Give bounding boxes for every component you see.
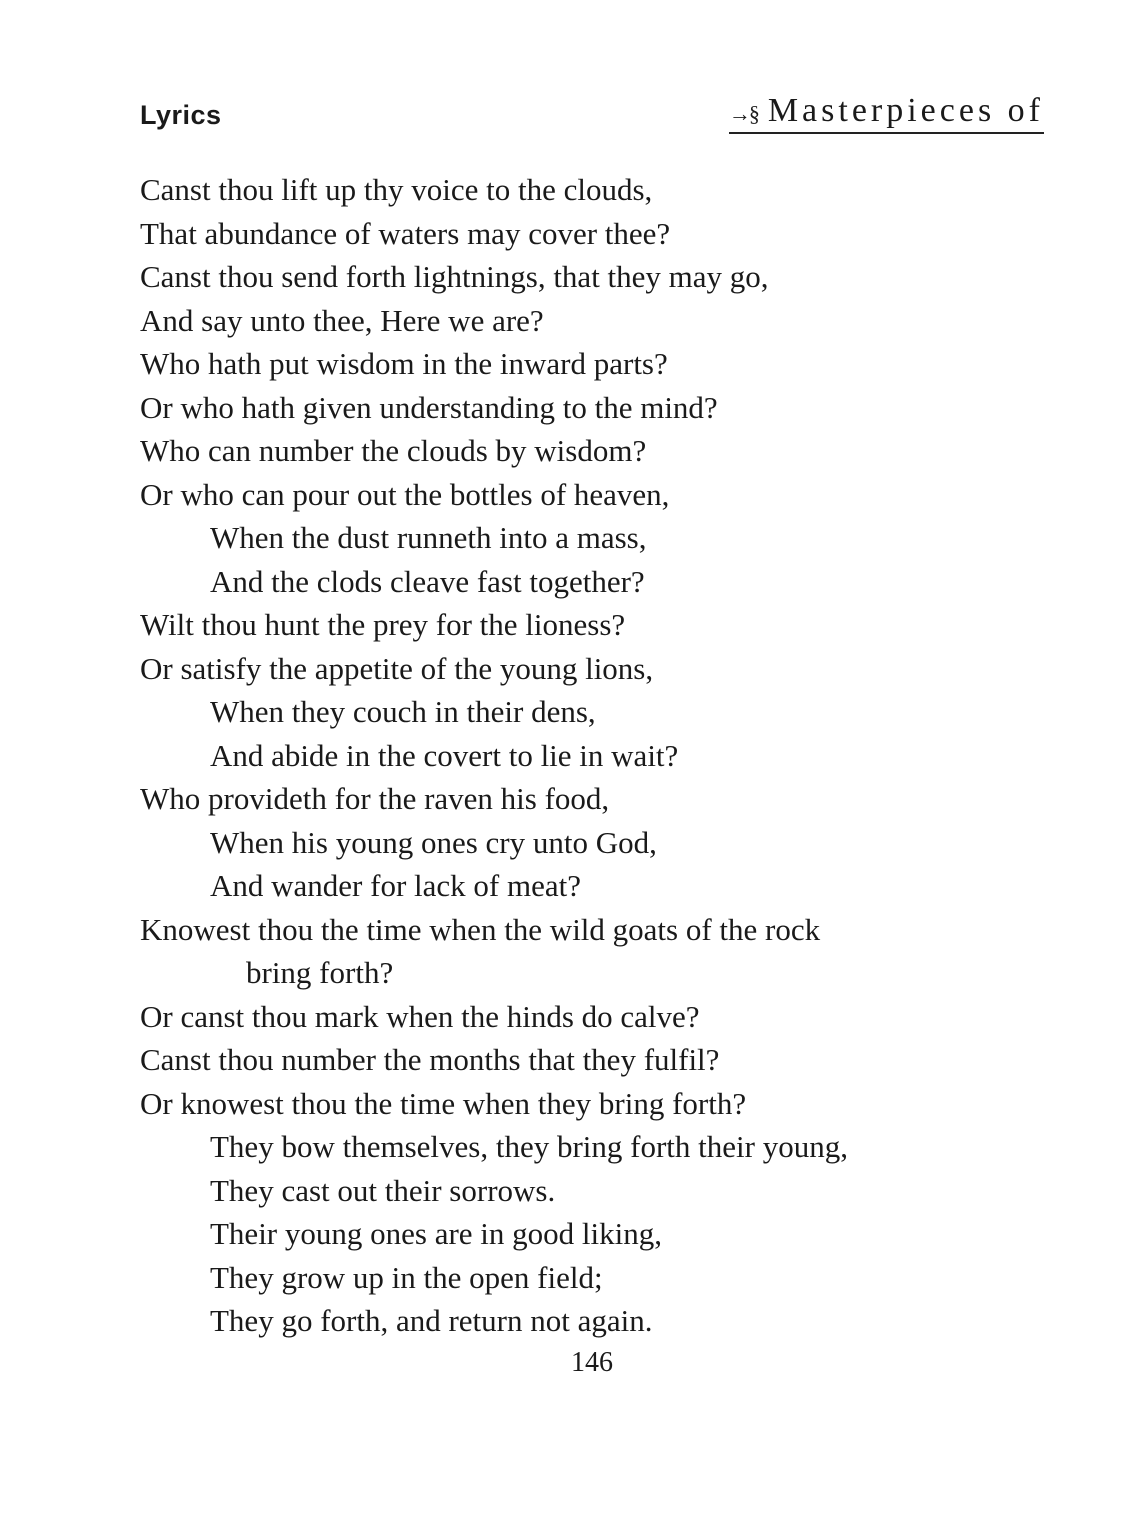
poem-line: That abundance of waters may cover thee?: [140, 215, 671, 251]
poem-line: And the clods cleave fast together?: [210, 563, 645, 599]
poem-line: When his young ones cry unto God,: [210, 824, 657, 860]
book-title-block: [729, 92, 1044, 134]
poem-line: They go forth, and return not again.: [210, 1303, 653, 1338]
book-title: Masterpieces of: [767, 92, 1044, 129]
poem-line: Or canst thou mark when the hinds do calve?: [140, 998, 700, 1034]
poem-line: Their young ones are in good liking,: [210, 1216, 662, 1251]
poem-line: bring forth?: [246, 955, 394, 990]
poem-line: Canst thou number the months that they fulfil?: [140, 1042, 720, 1077]
poem-line: Who can number the clouds by wisdom?: [140, 433, 647, 468]
poem-line: When the dust runneth into a mass,: [210, 520, 647, 555]
poem-line: Wilt thou hunt the prey for the lioness?: [140, 607, 626, 642]
poem-line: Canst thou send forth lightnings, that they may go,: [140, 259, 769, 294]
page-number: 146: [571, 1347, 613, 1378]
poem-line: And say unto thee, Here we are?: [140, 302, 544, 338]
poem-line: They bow themselves, they bring forth their young,: [210, 1129, 848, 1164]
poem-line: Knowest thou the time when the wild goats of the rock: [140, 911, 821, 947]
poem-line: Or knowest thou the time when they bring forth?: [140, 1085, 747, 1121]
section-label: Lyrics: [140, 100, 222, 130]
poem-line: Or who hath given understanding to the mind?: [140, 389, 718, 425]
ornament-icon: →§: [728, 101, 758, 126]
poem-line: Or satisfy the appetite of the young lions,: [140, 650, 654, 686]
running-head: [140, 92, 1044, 142]
poem-line: Who provideth for the raven his food,: [140, 781, 610, 816]
poem-line: Or who can pour out the bottles of heaven,: [140, 476, 670, 512]
poem-line: Canst thou lift up thy voice to the clouds,: [140, 172, 653, 207]
poem-line: And wander for lack of meat?: [210, 868, 581, 903]
poem-line: They grow up in the open field;: [210, 1259, 603, 1295]
poem-body: [140, 168, 1050, 1343]
poem-line: When they couch in their dens,: [210, 694, 596, 729]
poem-line: They cast out their sorrows.: [210, 1172, 556, 1208]
poem-line: And abide in the covert to lie in wait?: [210, 737, 679, 773]
poem-line: Who hath put wisdom in the inward parts?: [140, 346, 668, 381]
